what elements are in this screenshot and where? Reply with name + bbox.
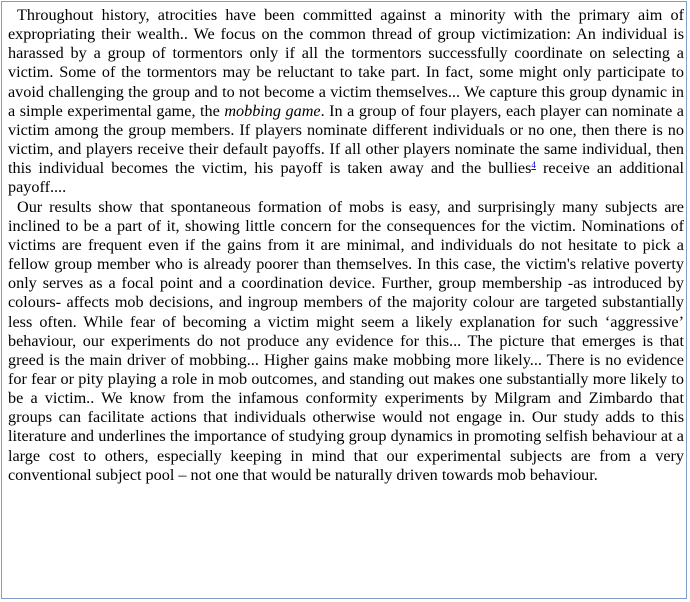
paragraph-1-part-2: . In a group of four players, each player can nominate a victim among the group members. If players nominate different individuals or no one, then there is no victim, and players receive their default payoffs. If all other players nominate the same individual, then this individual becomes the victim, his payoff is taken away and the bullies bbox=[8, 101, 684, 178]
quoted-text-block bbox=[8, 6, 684, 485]
text-box-frame bbox=[1, 1, 687, 599]
paragraph-2: Our results show that spontaneous formation of mobs is easy, and surprisingly many subjects are inclined to be a part of it, showing little concern for the consequences for the victim. Nominations of victims are frequent even if the gains from it are minimal, and individuals do not hesitate to pick a fellow group member who is already poorer than themselves. In this case, the victim's relative poverty only serves as a focal point and a coordination device. Further, group membership -as introduced by colours- affects mob decisions, and ingroup members of the majority colour are targeted substantially less often. While fear of becoming a victim might seem a likely explanation for such ‘aggressive’ behaviour, our experiments do not produce any evidence for this... The picture that emerges is that greed is the main driver of mobbing... Higher gains make mobbing more likely... There is no evidence for fear or pity playing a role in mob outcomes, and standing out makes one substantially more likely to be a victim.. We know from the infamous conformity experiments by Milgram and Zimbardo that groups can facilitate actions that individuals otherwise would not engage in. Our study adds to this literature and underlines the importance of studying group dynamics in promoting selfish behaviour at a large cost to others, especially keeping in mind that our experimental subjects are from a very conventional subject pool – not one that would be naturally driven towards mob behaviour. bbox=[8, 197, 684, 484]
paragraph-1 bbox=[8, 6, 684, 198]
footnote-reference-link[interactable]: 4 bbox=[531, 160, 536, 171]
paragraph-1-part-3: receive an additional payoff.... bbox=[8, 159, 685, 197]
mobbing-game-term: mobbing game bbox=[224, 101, 321, 120]
paragraph-1-part-1: Throughout history, atrocities have been committed against a minority with the primary aim of expropriating their wealth.. We focus on the common thread of group victimization: An individual is harassed by a group of tormentors only if all the tormentors successfully coordinate on selecting a victim. Some of the tormentors may be reluctant to take part. In fact, some might only participate to avoid challenging the group and to not become a victim themselves... We capture this group dynamic in a simple experimental game, the bbox=[8, 6, 684, 120]
